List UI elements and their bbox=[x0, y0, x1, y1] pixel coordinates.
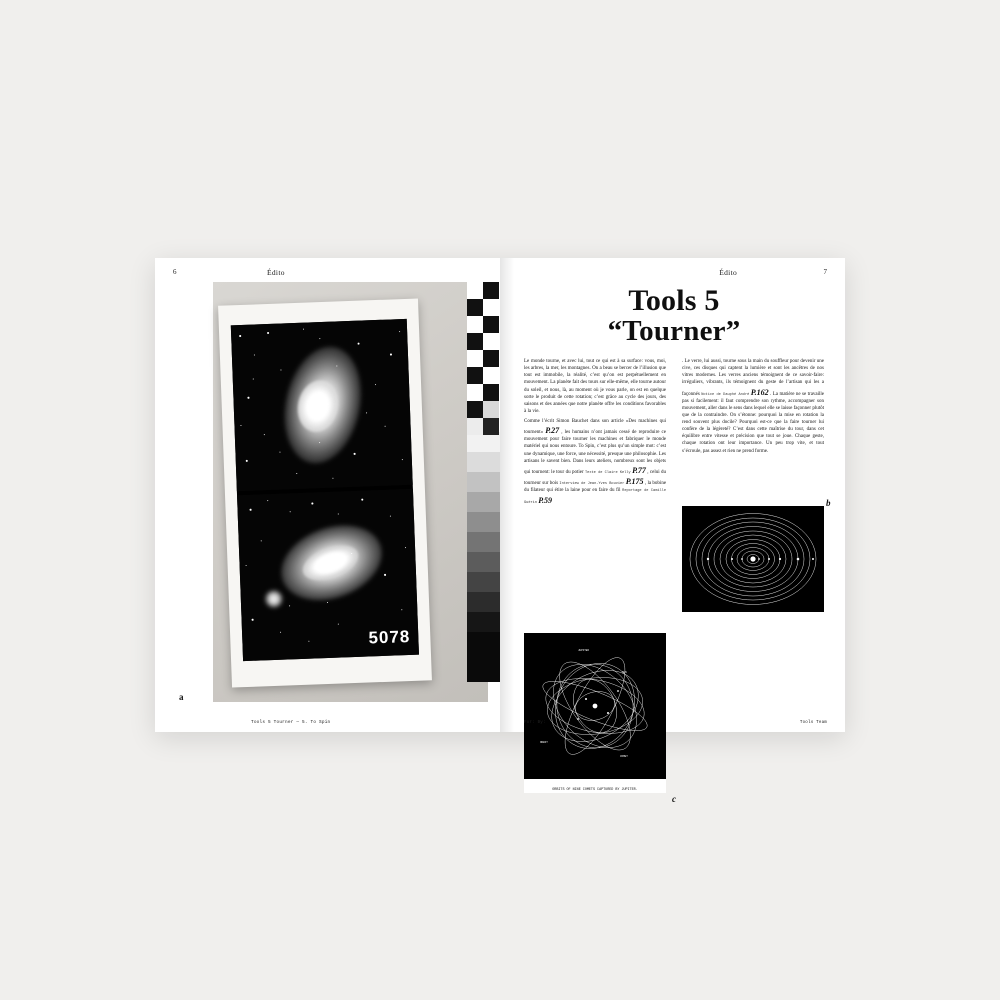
paragraph-6-block bbox=[682, 358, 824, 454]
astronomical-negative bbox=[231, 319, 419, 661]
orbit-diagram-bottom-svg bbox=[524, 633, 666, 779]
reference-p59[interactable]: P.59 bbox=[538, 495, 553, 505]
reference-p162[interactable]: P.162 bbox=[750, 387, 769, 397]
credit-p175: Interview de Jean-Yves Bouvier bbox=[559, 482, 625, 487]
svg-text:JUPITER: JUPITER bbox=[578, 649, 589, 653]
paragraph-2-block bbox=[524, 418, 666, 506]
book-spread bbox=[155, 258, 845, 805]
right-page bbox=[500, 258, 845, 805]
starfield-top bbox=[231, 319, 413, 491]
svg-text:COMET: COMET bbox=[620, 755, 628, 759]
credit-p77: Texte de Claire Kelly bbox=[585, 470, 631, 475]
reference-p27[interactable]: P.27 bbox=[545, 426, 560, 436]
orbit-diagram-bottom-plate bbox=[524, 633, 666, 779]
footer-right-text: Tools Team bbox=[799, 721, 827, 725]
folio-right: 7 bbox=[823, 268, 827, 276]
marker-c: c bbox=[672, 794, 676, 805]
running-head-right: Édito bbox=[719, 268, 737, 277]
body-column-right bbox=[682, 358, 824, 457]
folio-left: 6 bbox=[173, 268, 177, 276]
negative-number: 5078 bbox=[368, 626, 411, 648]
paragraph-6: . Le verre, lui aussi, tourne sous la main du souffleur pour devenir une cive, ces disques qui captent la lumière et sont les ancêtres de nos vitres modernes. Les verres anciens témoignent de ce savoir-faire: irréguliers, vibrants, ils témoignent du geste de l’artisan qui les a façonnés bbox=[682, 359, 824, 397]
running-head-left: Édito bbox=[267, 268, 285, 277]
orbit-diagram-top-svg bbox=[682, 506, 824, 612]
marker-b: b bbox=[826, 498, 831, 509]
paragraph-4: , celui du tourneur sur bois bbox=[524, 469, 667, 487]
orbit-diagram-bottom-caption: ORBITS OF NINE COMETS CAPTURED BY JUPITER. bbox=[552, 788, 638, 793]
paragraph-7: . La matière ne se travaille pas si facilement: il faut comprendre son rythme, accompagner son mouvement, aller dans le sens dans lequel elle se laisse façonner plutôt que de la contraindre. On s’étonne: pourquoi la mise en rotation la rend souvent plus docile? Pourquoi est-ce que la faire tourner lui confère de la légèreté? C’est dans cette maîtrise du tour, dans cet équilibre entre vitesse et précision que tout se joue. Chaque geste, chaque rotation ont leur importance. Un peu trop vite, et tout s’écroule, pas assez et rien ne prend forme. bbox=[682, 391, 825, 454]
body-column-left bbox=[524, 358, 666, 509]
paragraph-1: Le monde tourne, et avec lui, tout ce qui est à sa surface: vous, moi, les arbres, la mer, les montagnes. On a beau se bercer de l’illusion que tout est immobile, la réalité, c’est qu’on est perpétuellement en mouvement. La planète fait des tours sur elle-même, elle tourne autour du soleil, et nous, là, au moment où je vous parle, on est en quelque sorte le produit de cette rotation; c’est grâce au cycle des jours, des saisons et des années que notre planète offre les conditions favorables à la vie. bbox=[524, 359, 666, 414]
page-title-line-2: “Tourner” bbox=[607, 314, 741, 347]
marker-a: a bbox=[179, 692, 184, 702]
paragraph-3: , les humains n’ont jamais cessé de reproduire ce mouvement pour faire tourner les machines et fabriquer le monde matériel qui nous entoure. To Spin, c’est plus qu’un simple mot: c’est une dynamique, une force, une nécessité, presque une philosophie. Les artisans le savent bien. Dans leurs ateliers, nombreux sont les objets qui tournent: le tour du potier bbox=[524, 430, 666, 475]
paragraph-2: Comme l’écrit Simon Bauchet dans son article «Des machines qui tournent» bbox=[524, 418, 666, 436]
orbit-diagram-bottom bbox=[524, 633, 666, 793]
page-title bbox=[524, 286, 824, 346]
left-page-caption: Tools 5 Tourner — 5. To Spin bbox=[251, 720, 331, 725]
photograph-composition bbox=[167, 282, 488, 702]
left-page bbox=[155, 258, 500, 732]
paragraph-5: , la bobine du filateur qui étire la laine pour en faire du fil bbox=[524, 481, 667, 494]
reference-p77[interactable]: P.77 bbox=[632, 465, 646, 475]
page-title-line-1: Tools 5 bbox=[628, 284, 720, 317]
footer-left-text: For: By: bbox=[524, 721, 546, 725]
right-page-footer bbox=[524, 721, 827, 725]
reference-p175[interactable]: P.175 bbox=[625, 477, 644, 487]
svg-text:SUN: SUN bbox=[622, 671, 627, 675]
credit-p162: Notice de Dauphé André bbox=[701, 392, 750, 397]
credit-p59: Reportage de Camille Guérin bbox=[524, 489, 666, 505]
checkerboard-target bbox=[467, 282, 500, 432]
svg-text:ORBIT: ORBIT bbox=[540, 741, 548, 745]
negative-frame-top bbox=[231, 319, 413, 491]
photo-print-card bbox=[218, 298, 432, 687]
orbit-diagram-top bbox=[682, 506, 824, 612]
